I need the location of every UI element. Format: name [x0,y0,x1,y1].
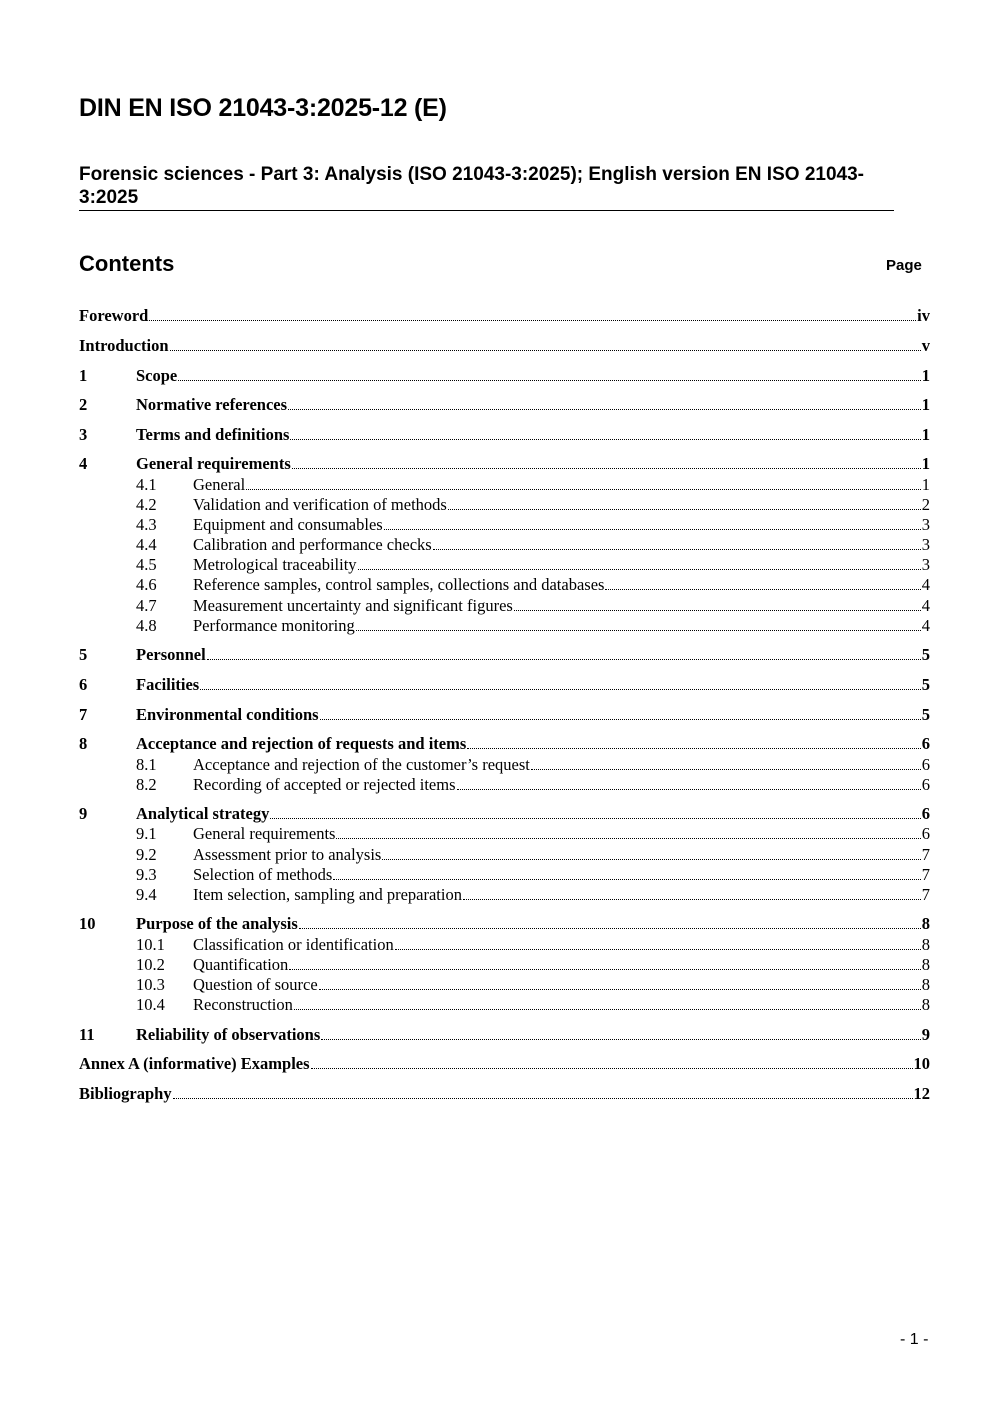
toc-entry[interactable] [136,824,930,844]
toc-dot-leader [605,588,920,590]
toc-entry[interactable] [79,366,930,386]
toc-entry[interactable] [136,515,930,535]
toc-entry[interactable] [79,914,930,934]
toc-entry-page: 9 [921,1025,930,1044]
toc-entry-page: 6 [921,804,930,823]
toc-entry-page: v [921,336,930,355]
toc-entry-page: 1 [921,395,930,414]
toc-entry-title: Scope [136,366,178,385]
toc-entry-title: Normative references [136,395,288,414]
toc-entry-number: 4.2 [136,495,157,514]
toc-dot-leader [319,988,921,990]
toc-entry-number: 9 [79,804,88,823]
toc-dot-leader [290,438,920,440]
toc-dot-leader [292,467,921,469]
toc-entry-page: 7 [921,885,930,904]
toc-entry-title: General requirements [193,824,336,843]
toc-dot-leader [384,528,921,530]
toc-entry-title: Environmental conditions [136,705,319,724]
toc-entry-page: 2 [921,495,930,514]
toc-entry-page: 7 [921,865,930,884]
toc-dot-leader [448,508,921,510]
page-number: - 1 - [900,1331,929,1348]
toc-entry[interactable] [136,575,930,595]
toc-dot-leader [333,878,920,880]
page-column-heading: Page [886,257,922,274]
toc-entry-title: Foreword [79,306,149,325]
toc-entry-number: 4.3 [136,515,157,534]
toc-entry[interactable] [136,935,930,955]
toc-entry-title: Item selection, sampling and preparation [193,885,462,904]
toc-entry-page: 12 [913,1084,930,1103]
toc-entry-page: 3 [921,555,930,574]
toc-entry[interactable] [136,475,930,495]
toc-entry-page: 6 [921,734,930,753]
toc-entry-number: 10.4 [136,995,165,1014]
toc-dot-leader [382,858,920,860]
toc-entry-title: Purpose of the analysis [136,914,298,933]
toc-entry-number: 4.8 [136,616,157,635]
toc-dot-leader [170,349,921,351]
toc-entry[interactable] [136,865,930,885]
toc-entry-number: 4 [79,454,88,473]
toc-entry-page: 8 [921,914,930,933]
toc-entry-number: 11 [79,1025,95,1044]
toc-entry-page: 3 [921,535,930,554]
toc-entry-page: 10 [913,1054,930,1073]
toc-entry[interactable] [79,734,930,754]
toc-dot-leader [289,968,920,970]
toc-entry[interactable] [136,535,930,555]
toc-entry-page: 8 [921,995,930,1014]
toc-entry[interactable] [136,596,930,616]
toc-dot-leader [514,609,921,611]
toc-entry-title: Validation and verification of methods [193,495,447,514]
toc-dot-leader [294,1008,921,1010]
toc-entry-number: 4.1 [136,475,157,494]
toc-entry-page: 5 [921,675,930,694]
toc-dot-leader [457,788,921,790]
toc-entry-page: 6 [921,755,930,774]
toc-entry-title: Bibliography [79,1084,172,1103]
toc-entry-number: 4.6 [136,575,157,594]
toc-entry-title: Terms and definitions [136,425,290,444]
toc-entry-title: Acceptance and rejection of requests and items [136,734,467,753]
toc-dot-leader [200,688,921,690]
toc-dot-leader [358,568,921,570]
toc-entry[interactable] [79,1025,930,1045]
toc-entry-title: General requirements [136,454,291,473]
toc-entry-number: 9.1 [136,824,157,843]
toc-entry-number: 4.5 [136,555,157,574]
toc-entry[interactable] [79,1084,930,1104]
toc-dot-leader [463,898,921,900]
toc-entry-page: 5 [921,645,930,664]
toc-entry-number: 10.3 [136,975,165,994]
toc-entry-number: 7 [79,705,88,724]
toc-entry-number: 1 [79,366,88,385]
toc-entry-number: 9.3 [136,865,157,884]
toc-entry-number: 9.2 [136,845,157,864]
toc-entry[interactable] [79,705,930,725]
toc-entry[interactable] [79,645,930,665]
toc-entry-number: 3 [79,425,88,444]
toc-entry-number: 8.1 [136,755,157,774]
toc-dot-leader [356,629,921,631]
toc-entry-title: Classification or identification [193,935,394,954]
toc-entry[interactable] [136,975,930,995]
toc-entry-number: 4.4 [136,535,157,554]
toc-entry-title: Metrological traceability [193,555,357,574]
toc-entry[interactable] [136,775,930,795]
toc-entry-title: Quantification [193,955,289,974]
toc-entry-number: 10.2 [136,955,165,974]
toc-entry[interactable] [136,845,930,865]
toc-entry-title: Personnel [136,645,206,664]
toc-entry-title: Assessment prior to analysis [193,845,382,864]
toc-entry-title: Analytical strategy [136,804,270,823]
toc-entry-number: 4.7 [136,596,157,615]
toc-entry-page: 4 [921,596,930,615]
toc-entry-title: Facilities [136,675,200,694]
toc-entry[interactable] [79,454,930,474]
header-rule [79,210,894,211]
toc-entry-page: 1 [921,475,930,494]
toc-entry-page: 7 [921,845,930,864]
toc-entry-page: 8 [921,975,930,994]
toc-entry-title: Reference samples, control samples, collections and databases [193,575,605,594]
toc-dot-leader [336,837,920,839]
toc-entry-page: 5 [921,705,930,724]
toc-dot-leader [173,1097,913,1099]
toc-entry-title: Selection of methods [193,865,333,884]
toc-entry[interactable] [136,495,930,515]
toc-entry-title: Reconstruction [193,995,293,1014]
toc-dot-leader [433,548,921,550]
toc-entry[interactable] [136,885,930,905]
toc-entry-number: 6 [79,675,88,694]
toc-dot-leader [321,1038,921,1040]
document-title: DIN EN ISO 21043-3:2025-12 (E) [79,94,447,122]
toc-entry-page: 3 [921,515,930,534]
toc-entry-title: Calibration and performance checks [193,535,432,554]
toc-dot-leader [299,927,921,929]
toc-entry-number: 5 [79,645,88,664]
toc-entry-page: 4 [921,575,930,594]
toc-entry[interactable] [79,1054,930,1074]
toc-entry-page: 1 [921,454,930,473]
toc-entry-page: iv [917,306,930,325]
toc-entry-page: 4 [921,616,930,635]
toc-entry[interactable] [79,804,930,824]
toc-entry-page: 8 [921,935,930,954]
toc-entry-title: General [193,475,246,494]
toc-dot-leader [178,379,921,381]
toc-entry-number: 10.1 [136,935,165,954]
toc-entry-title: Measurement uncertainty and significant figures [193,596,513,615]
toc-entry[interactable] [79,306,930,326]
toc-dot-leader [320,718,921,720]
toc-dot-leader [395,948,921,950]
toc-entry[interactable] [79,425,930,445]
toc-dot-leader [288,408,921,410]
toc-entry-page: 6 [921,775,930,794]
toc-entry[interactable] [136,616,930,636]
toc-entry-page: 1 [921,425,930,444]
toc-entry-page: 1 [921,366,930,385]
toc-entry-number: 10 [79,914,96,933]
toc-entry[interactable] [79,675,930,695]
toc-entry-page: 6 [921,824,930,843]
toc-entry-title: Recording of accepted or rejected items [193,775,456,794]
toc-entry-title: Acceptance and rejection of the customer’s request [193,755,530,774]
toc-entry[interactable] [136,755,930,775]
toc-entry[interactable] [136,955,930,975]
toc-entry-page: 8 [921,955,930,974]
toc-entry-title: Reliability of observations [136,1025,321,1044]
document-subtitle: Forensic sciences - Part 3: Analysis (ISO 21043-3:2025); English version EN ISO 21043-3:2025 [79,164,864,208]
contents-heading: Contents [79,251,175,276]
toc-entry[interactable] [79,336,930,356]
toc-entry-title: Equipment and consumables [193,515,383,534]
toc-dot-leader [149,319,916,321]
toc-dot-leader [467,747,920,749]
toc-dot-leader [246,488,921,490]
toc-dot-leader [207,658,921,660]
toc-dot-leader [531,768,921,770]
toc-entry-number: 2 [79,395,88,414]
toc-entry-title: Question of source [193,975,318,994]
toc-entry[interactable] [79,395,930,415]
toc-entry-number: 8 [79,734,88,753]
toc-entry[interactable] [136,995,930,1015]
toc-entry[interactable] [136,555,930,575]
toc-dot-leader [311,1067,913,1069]
toc-entry-number: 9.4 [136,885,157,904]
toc-entry-title: Performance monitoring [193,616,355,635]
toc-dot-leader [270,817,920,819]
toc-entry-title: Introduction [79,336,169,355]
toc-entry-title: Annex A (informative) Examples [79,1054,310,1073]
toc-entry-number: 8.2 [136,775,157,794]
